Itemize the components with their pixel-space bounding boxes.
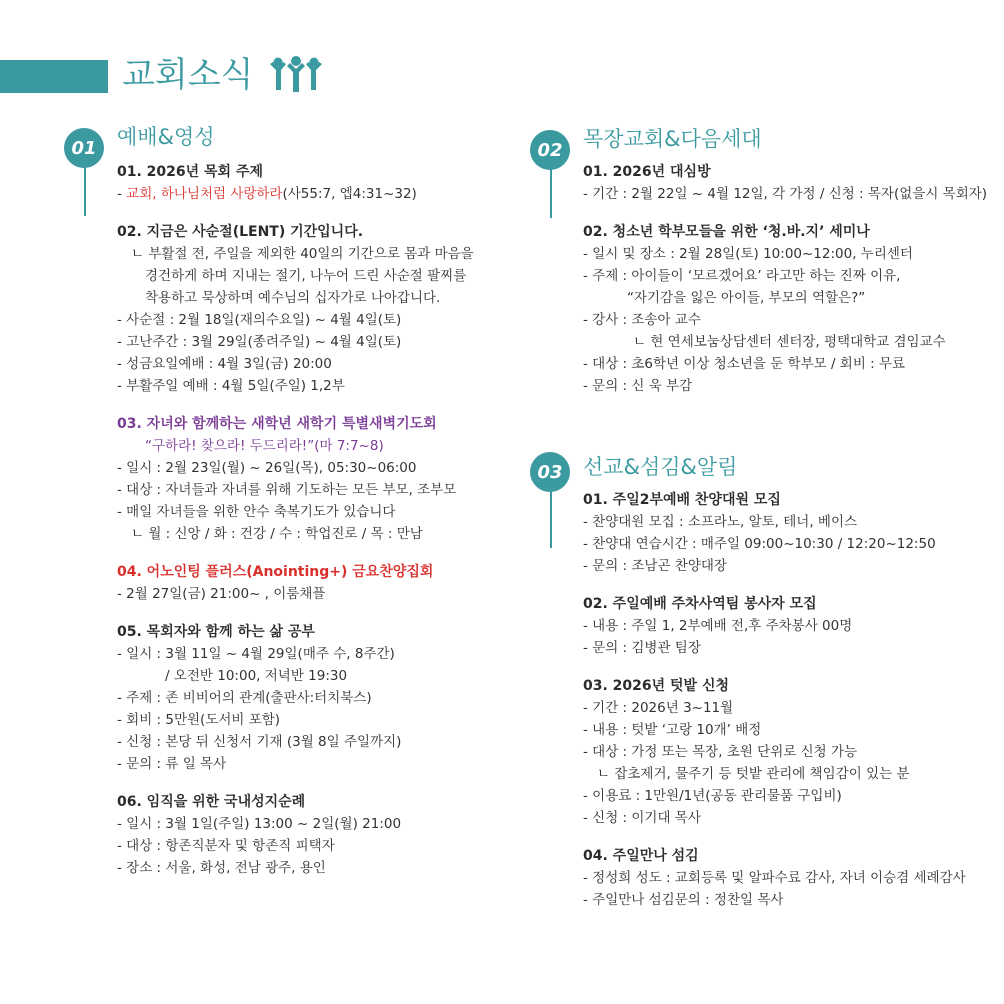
item-heading: 03. 2026년 텃밭 신청	[583, 678, 730, 694]
news-item	[583, 845, 998, 911]
item-line: - 기간 : 2026년 3~11월	[583, 700, 734, 716]
item-line: - 신청 : 본당 뒤 신청서 기재 (3월 8일 주일까지)	[117, 734, 402, 750]
item-line: - 장소 : 서울, 화성, 전남 광주, 용인	[117, 860, 326, 876]
news-item	[583, 675, 998, 829]
item-line: - 문의 : 류 일 목사	[117, 756, 227, 772]
section-3-content	[583, 489, 998, 927]
news-item	[117, 561, 502, 605]
item-line: “자기감을 잃은 아이들, 부모의 역할은?”	[627, 290, 866, 306]
item-line: - 2월 27일(금) 21:00~ , 이룸채플	[117, 586, 326, 602]
page-title: 교회소식	[122, 55, 254, 95]
item-line: - 매일 자녀들을 위한 안수 축복기도가 있습니다	[117, 504, 396, 520]
item-line: 경건하게 하며 지내는 절기, 나누어 드린 사순절 팔찌를	[145, 268, 467, 284]
line-highlight: 교회, 하나님처럼 사랑하라	[126, 186, 283, 202]
item-line: - 일시 : 3월 1일(주일) 13:00 ~ 2일(월) 21:00	[117, 816, 402, 832]
item-line: - 사순절 : 2월 18일(재의수요일) ~ 4월 4일(토)	[117, 312, 402, 328]
item-line: - 강사 : 조송아 교수	[583, 312, 701, 328]
news-item	[583, 489, 998, 577]
item-line: - 내용 : 주일 1, 2부예배 전,후 주차봉사 00명	[583, 618, 853, 634]
item-line: ㄴ 현 연세보눔상담센터 센터장, 평택대학교 겸임교수	[633, 334, 946, 350]
line-prefix: -	[117, 186, 127, 202]
news-item	[117, 791, 502, 879]
item-line: ㄴ 잡초제거, 물주기 등 텃밭 관리에 책임감이 있는 분	[597, 766, 910, 782]
item-line: - 문의 : 김병관 팀장	[583, 640, 701, 656]
item-heading: 01. 2026년 대심방	[583, 164, 711, 180]
item-line: - 내용 : 텃밭 ‘고랑 10개’ 배정	[583, 722, 762, 738]
header-accent-bar	[0, 60, 108, 93]
item-line: - 찬양대 연습시간 : 매주일 09:00~10:30 / 12:20~12:50	[583, 536, 936, 552]
section-3-badge: 03	[530, 452, 570, 492]
news-item	[583, 593, 998, 659]
item-line: - 부활주일 예배 : 4월 5일(주일) 1,2부	[117, 378, 345, 394]
item-heading: 01. 주일2부예배 찬양대원 모집	[583, 492, 781, 508]
item-line: - 주제 : 아이들이 ‘모르겠어요’ 라고만 하는 진짜 이유,	[583, 268, 901, 284]
item-line: - 대상 : 항존직분자 및 항존직 피택자	[117, 838, 335, 854]
news-item	[117, 621, 502, 775]
item-line: - 대상 : 가정 또는 목장, 초원 단위로 신청 가능	[583, 744, 858, 760]
item-heading: 04. 주일만나 섬김	[583, 848, 699, 864]
news-item	[583, 221, 998, 397]
item-line: - 찬양대원 모집 : 소프라노, 알토, 테너, 베이스	[583, 514, 858, 530]
news-item	[117, 221, 502, 397]
section-2-content	[583, 161, 998, 413]
item-line: - 일시 및 장소 : 2월 28일(토) 10:00~12:00, 누리센터	[583, 246, 913, 262]
item-heading: 06. 임직을 위한 국내성지순례	[117, 794, 306, 810]
item-line: ㄴ 월 : 신앙 / 화 : 건강 / 수 : 학업진로 / 목 : 만남	[131, 526, 423, 542]
item-heading: 02. 주일예배 주차사역팀 봉사자 모집	[583, 596, 817, 612]
item-line: ㄴ 부활절 전, 주일을 제외한 40일의 기간으로 몸과 마음을	[131, 246, 474, 262]
item-heading: 05. 목회자와 함께 하는 삶 공부	[117, 624, 315, 640]
item-line	[117, 183, 502, 205]
section-1-badge: 01	[64, 128, 104, 168]
item-line: - 주일만나 섬김문의 : 정찬일 목사	[583, 892, 784, 908]
item-line: - 신청 : 이기대 목사	[583, 810, 701, 826]
item-line: - 대상 : 초6학년 이상 청소년을 둔 학부모 / 회비 : 무료	[583, 356, 906, 372]
item-line: - 고난주간 : 3월 29일(종려주일) ~ 4월 4일(토)	[117, 334, 402, 350]
news-item	[117, 161, 502, 205]
line-suffix: (사55:7, 엡4:31~32)	[282, 186, 417, 202]
people-icon	[268, 54, 324, 94]
item-line: - 성금요일예배 : 4월 3일(금) 20:00	[117, 356, 332, 372]
item-line: - 문의 : 신 욱 부감	[583, 378, 693, 394]
item-line: - 일시 : 3월 11일 ~ 4월 29일(매주 수, 8주간)	[117, 646, 395, 662]
item-heading: 01. 2026년 목회 주제	[117, 164, 264, 180]
item-line: - 문의 : 조남곤 찬양대장	[583, 558, 727, 574]
section-1-content	[117, 161, 502, 895]
item-line: / 오전반 10:00, 저녁반 19:30	[165, 668, 348, 684]
section-3-title: 선교&섬김&알림	[583, 455, 738, 479]
item-heading: 04. 어노인팅 플러스(Anointing+) 금요찬양집회	[117, 564, 434, 580]
section-1-title: 예배&영성	[117, 125, 215, 149]
item-line: “구하라! 찾으라! 두드리라!”(마 7:7~8)	[145, 438, 384, 454]
section-2-title: 목장교회&다음세대	[583, 127, 762, 151]
item-line: - 회비 : 5만원(도서비 포함)	[117, 712, 281, 728]
item-heading: 03. 자녀와 함께하는 새학년 새학기 특별새벽기도회	[117, 416, 437, 432]
section-2-badge: 02	[530, 130, 570, 170]
news-item	[117, 413, 502, 545]
item-heading: 02. 지금은 사순절(LENT) 기간입니다.	[117, 224, 364, 240]
item-line: - 이용료 : 1만원/1년(공동 관리물품 구입비)	[583, 788, 842, 804]
item-line: - 주제 : 존 비비어의 관계(출판사:터치북스)	[117, 690, 372, 706]
item-line: - 정성희 성도 : 교회등록 및 알파수료 감사, 자녀 이승겸 세례감사	[583, 870, 966, 886]
news-item	[583, 161, 998, 205]
item-line: - 대상 : 자녀들과 자녀를 위해 기도하는 모든 부모, 조부모	[117, 482, 457, 498]
item-line: - 일시 : 2월 23일(월) ~ 26일(목), 05:30~06:00	[117, 460, 417, 476]
item-line: 착용하고 묵상하며 예수님의 십자가로 나아갑니다.	[145, 290, 441, 306]
item-heading: 02. 청소년 학부모들을 위한 ‘청.바.지’ 세미나	[583, 224, 870, 240]
item-line: - 기간 : 2월 22일 ~ 4월 12일, 각 가정 / 신청 : 목자(없을시 목회자)	[583, 186, 988, 202]
